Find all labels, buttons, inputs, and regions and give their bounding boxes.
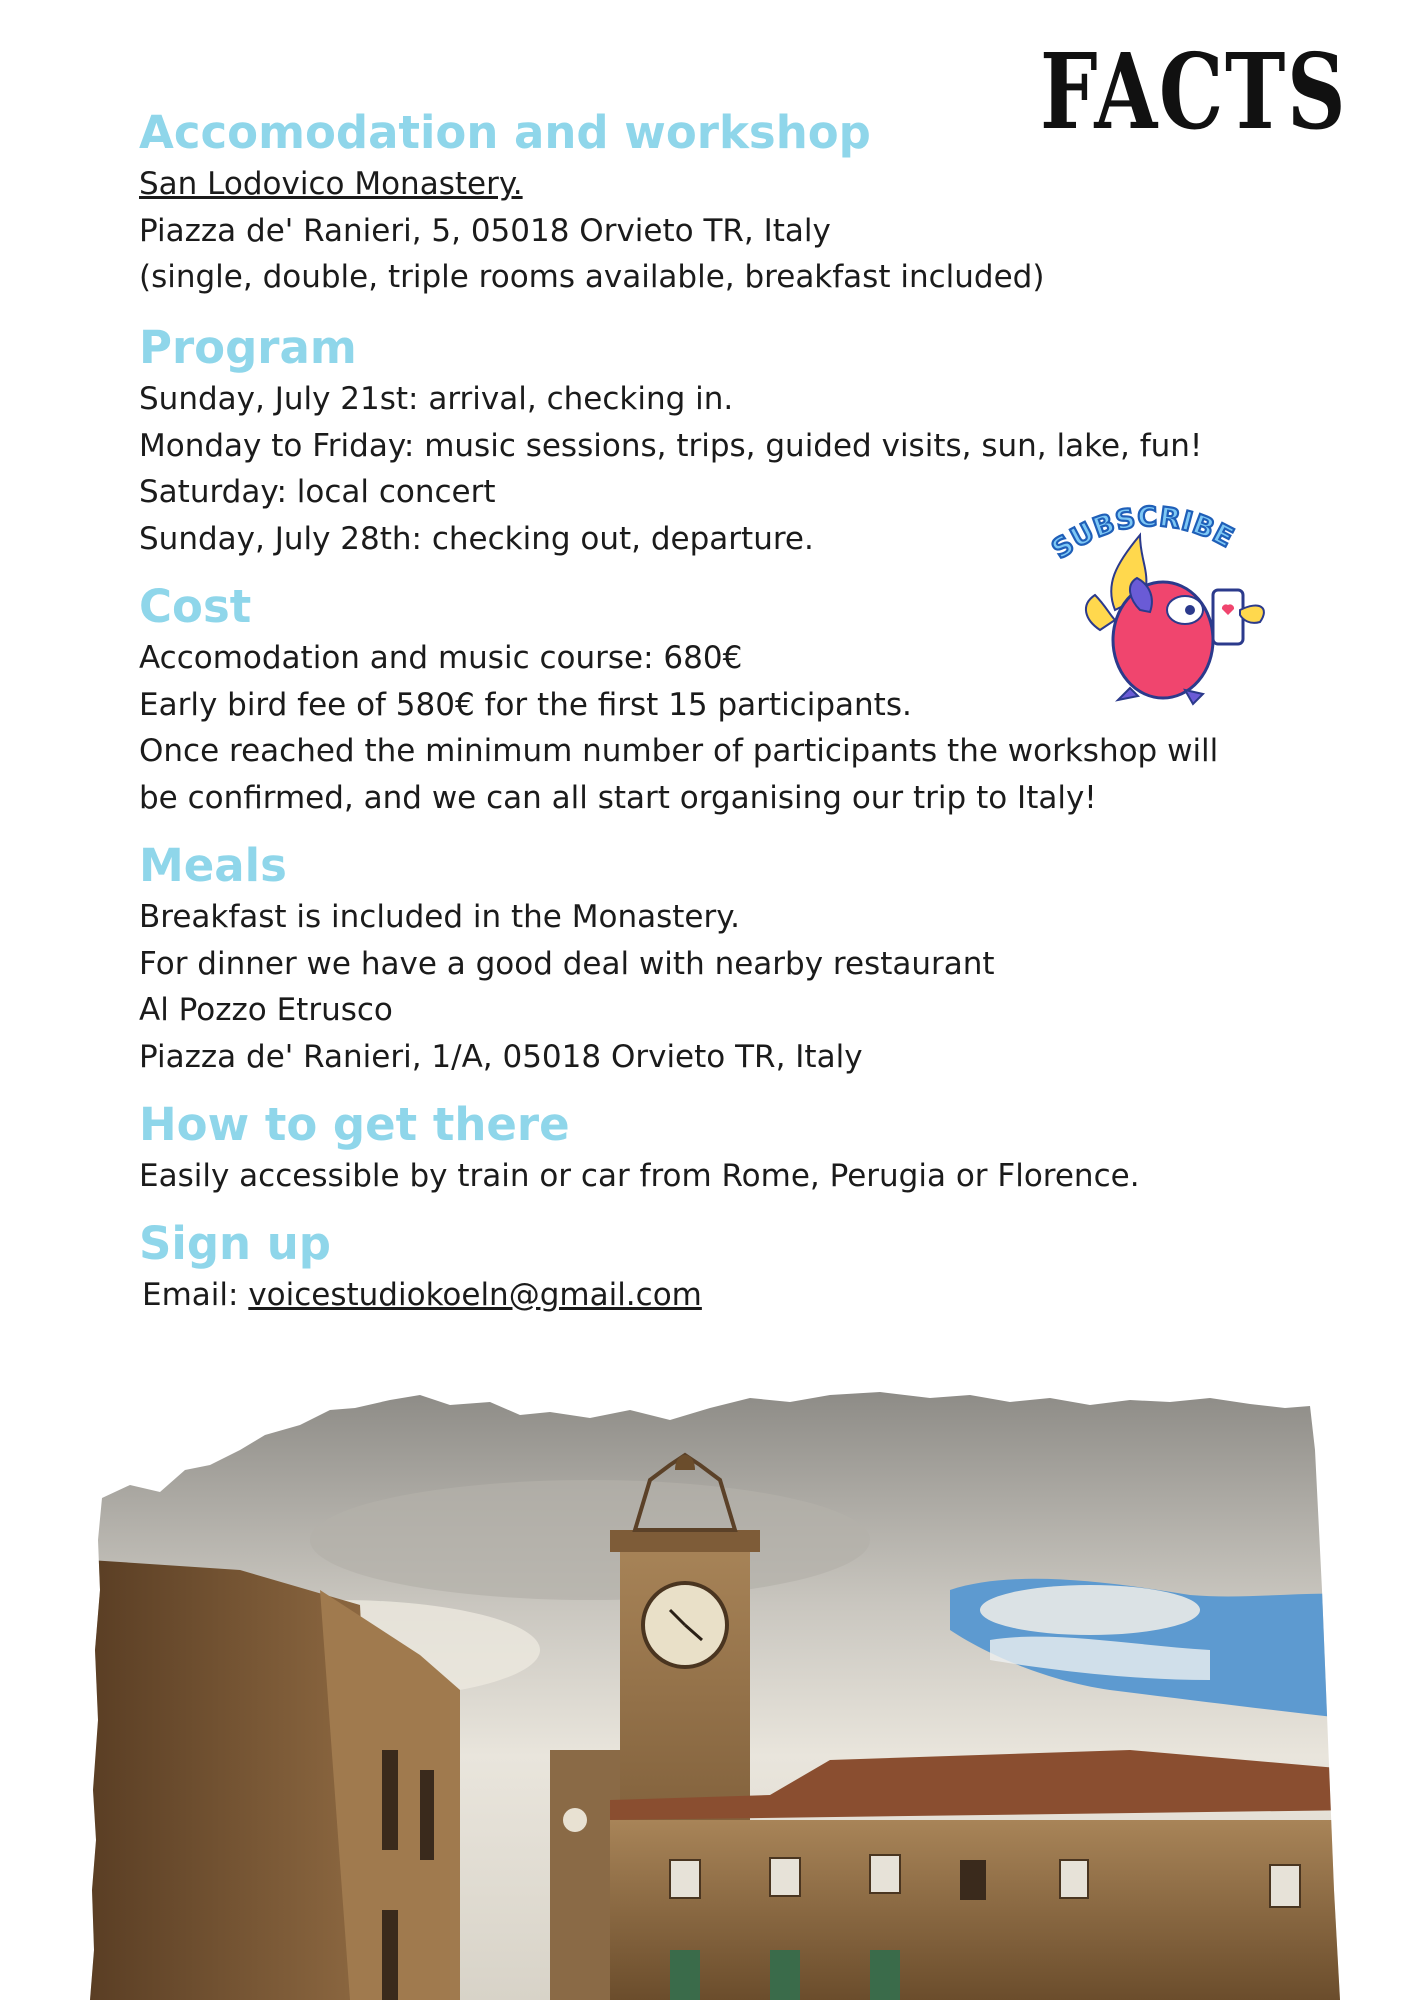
venue-address: Piazza de' Ranieri, 5, 05018 Orvieto TR, Italy <box>139 212 831 249</box>
meals-heading: Meals <box>139 839 287 892</box>
program-section <box>139 320 1202 562</box>
cost-line: Accomodation and music course: 680€ <box>139 640 743 676</box>
cost-heading: Cost <box>139 580 252 633</box>
directions-heading: How to get there <box>139 1098 570 1151</box>
email-link[interactable]: voicestudiokoeln@gmail.com <box>248 1277 702 1313</box>
meals-line: For dinner we have a good deal with nearby restaurant <box>139 945 995 982</box>
rooms-info: (single, double, triple rooms available, breakfast included) <box>139 259 1045 295</box>
orvieto-square-photo <box>90 1390 1360 2000</box>
signup-section <box>139 1216 702 1319</box>
program-line: Monday to Friday: music sessions, trips, guided visits, sun, lake, fun! <box>139 427 1203 464</box>
email-row <box>142 1272 702 1319</box>
directions-section <box>139 1097 1140 1200</box>
meals-line: Piazza de' Ranieri, 1/A, 05018 Orvieto TR, Italy <box>139 1038 863 1075</box>
program-line: Sunday, July 21st: arrival, checking in. <box>139 381 734 417</box>
program-heading: Program <box>139 321 357 374</box>
directions-text: Easily accessible by train or car from Rome, Perugia or Florence. <box>139 1158 1140 1194</box>
subscribe-label: SUBSCRIBE <box>1046 501 1240 566</box>
subscribe-sticker[interactable] <box>1045 490 1285 720</box>
meals-line: Al Pozzo Etrusco <box>139 992 393 1028</box>
program-line: Saturday: local concert <box>139 474 496 510</box>
meals-section <box>139 838 995 1080</box>
accommodation-section <box>139 105 1044 301</box>
accommodation-heading: Accomodation and workshop <box>139 106 871 159</box>
email-label: Email: <box>142 1277 249 1313</box>
page-title: FACTS <box>1040 30 1348 153</box>
venue-link[interactable]: San Lodovico Monastery. <box>139 166 523 202</box>
cost-line: Early bird fee of 580€ for the first 15 participants. <box>139 686 912 723</box>
bird-icon <box>1086 535 1264 704</box>
cost-line: Once reached the minimum number of participants the workshop will <box>139 733 1219 769</box>
meals-line: Breakfast is included in the Monastery. <box>139 899 740 935</box>
signup-heading: Sign up <box>139 1217 331 1270</box>
program-line: Sunday, July 28th: checking out, departure. <box>139 520 814 557</box>
cost-line: be confirmed, and we can all start organising our trip to Italy! <box>139 779 1097 816</box>
